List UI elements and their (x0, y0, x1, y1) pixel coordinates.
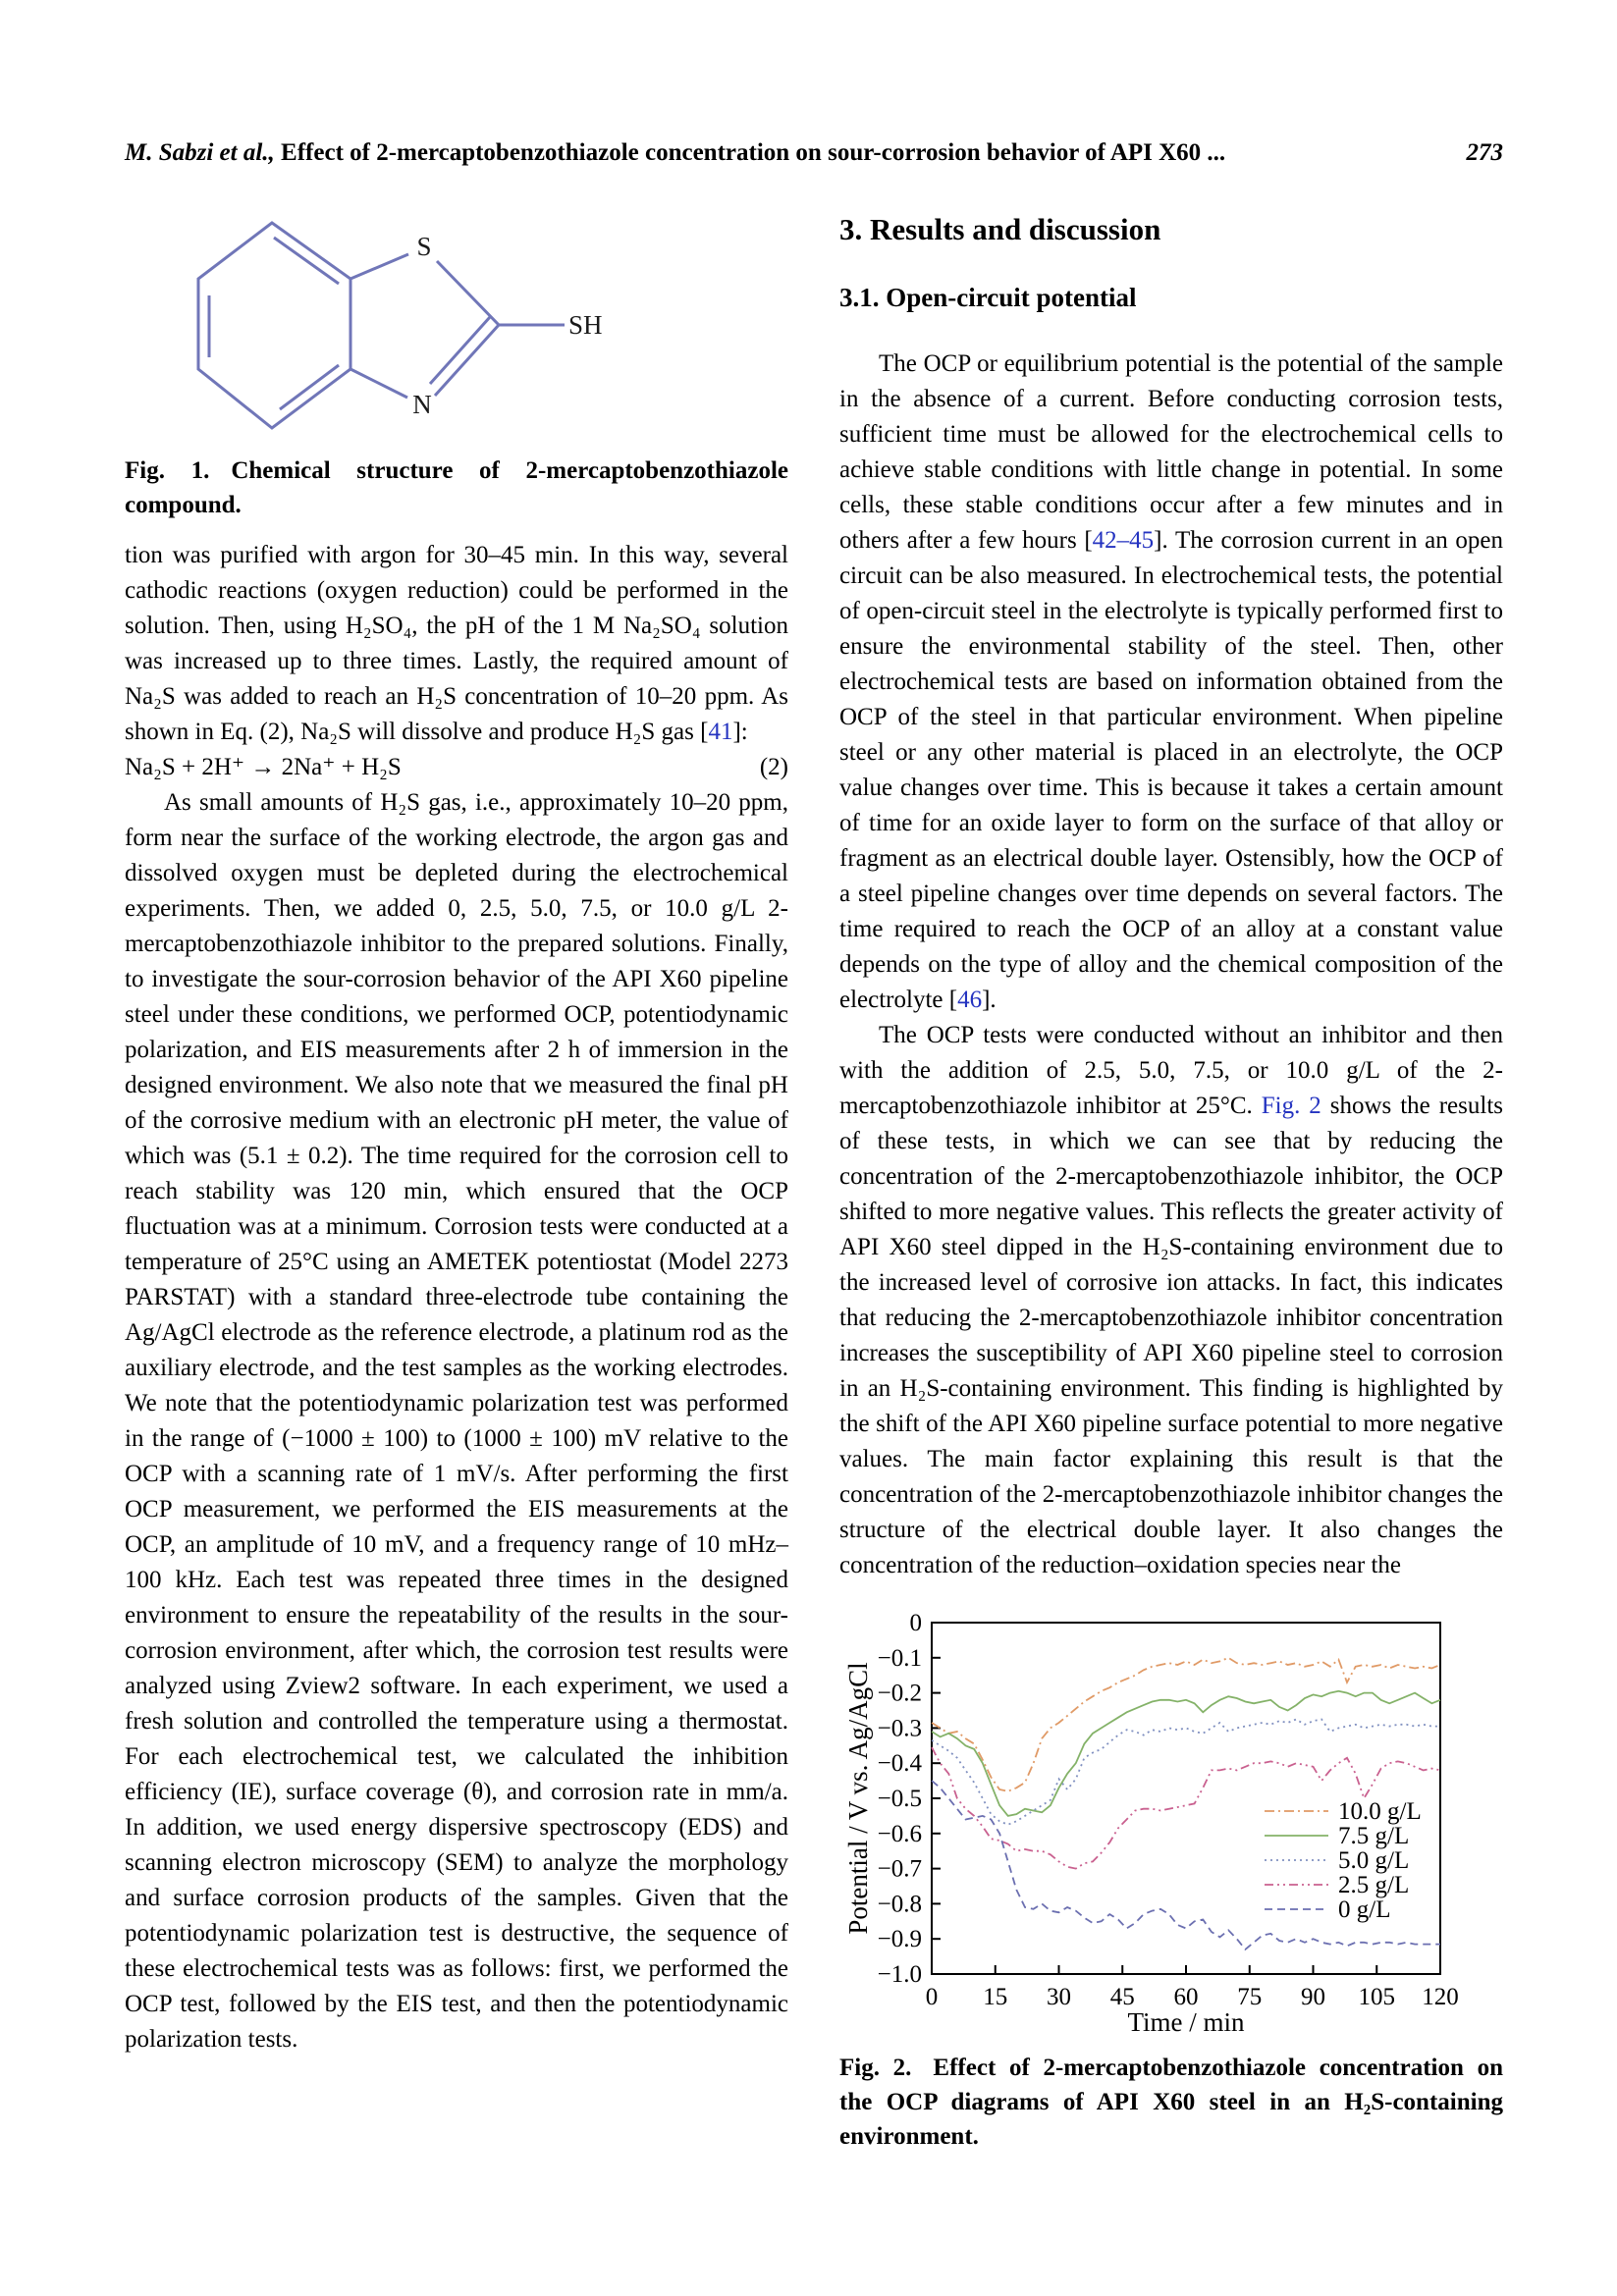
atom-label-n: N (412, 390, 432, 419)
x-axis-label: Time / min (1127, 2007, 1245, 2037)
x-tick-label: 60 (1173, 1984, 1199, 2010)
x-tick-label: 15 (983, 1984, 1008, 2010)
legend-label: 0 g/L (1338, 1896, 1391, 1923)
fig1-caption (125, 454, 788, 522)
legend-label: 5.0 g/L (1338, 1847, 1410, 1874)
fig2-caption-text: Effect of 2-mercaptobenzothiazole concentration on the OCP diagrams of API X60 steel in an H₂S-containing environment. (839, 2055, 1504, 2150)
fig2-caption (839, 2051, 1503, 2154)
citation-link[interactable]: 42–45 (1092, 527, 1155, 554)
citation-link[interactable]: Fig. 2 (1261, 1093, 1321, 1119)
header-authors: M. Sabzi et al., (125, 139, 275, 166)
equation-number: (2) (759, 754, 788, 780)
ocp-chart (839, 1609, 1503, 2043)
y-tick-label: −0.3 (877, 1715, 922, 1742)
y-tick-label: −0.9 (877, 1926, 922, 1953)
citation-link[interactable]: 46 (957, 987, 983, 1013)
subsection-heading: 3.1. Open-circuit potential (839, 283, 1137, 312)
left-paragraph-2: As small amounts of H₂S gas, i.e., approximately 10–20 ppm, form near the surface of the working electrode, the argon gas and dissolved oxygen must be depleted during the electrochemical experiments. Then, we added 0, 2.5, 5.0, 7.5, or 10.0 g/L 2-mercaptobenzothiazole inhibitor to the prepared solutions. Finally, to investigate the sour-corrosion behavior of the API X60 pipeline steel under these conditions, we performed OCP, potentiodynamic polarization, and EIS measurements after 2 h of immersion in the designed environment. We also note that we measured the final pH of the corrosive medium with an electronic pH meter, the value of which was (5.1 ± 0.2). The time required for the corrosion cell to reach stability was 120 min, which ensured that the OCP fluctuation was at a minimum. Corrosion tests were conducted at a temperature of 25°C using an AMETEK potentiostat (Model 2273 PARSTAT) with a standard three-electrode tube containing the Ag/AgCl electrode as the reference electrode, a platinum rod as the auxiliary electrode, and the test samples as the working electrodes. We note that the potentiodynamic polarization test was performed in the range of (−1000 ± 100) to (1000 ± 100) mV relative to the OCP with a scanning rate of 1 mV/s. After performing the first OCP measurement, we performed the EIS measurements at the OCP, an amplitude of 10 mV, and a frequency range of 10 mHz–100 kHz. Each test was repeated three times in the designed environment to ensure the repeatability of the results in the sour-corrosion environment, after which, the corrosion test results were analyzed using Zview2 software. In each experiment, we used a fresh solution and controlled the temperature using a thermostat. For each electrochemical test, we calculated the inhibition efficiency (IE), surface coverage (θ), and corrosion rate in mm/a. In addition, we used energy dispersive spectroscopy (EDS) and scanning electron microscopy (SEM) to analyze the morphology and surface corrosion products of the samples. Given that the potentiodynamic polarization test is destructive, the sequence of these electrochemical tests was as follows: first, we performed the OCP test, followed by the EIS test, and then the potentiodynamic polarization tests. (125, 789, 788, 2053)
series-line (932, 1691, 1440, 1816)
y-tick-label: −0.4 (877, 1750, 922, 1778)
right-paragraph-1: The OCP or equilibrium potential is the potential of the sample in the absence of a current. Before conducting corrosion tests, sufficient time must be allowed for the electrochemical cells to achieve stable conditions with little change in potential. In some cells, these stable conditions occur after a few minutes and in others after a few hours [42–45]. The corrosion current in an open circuit can be also measured. In electrochemical tests, the potential of open-circuit steel in the electrolyte is typically performed first to ensure the environmental stability of the steel. Then, other electrochemical tests are based on information obtained from the OCP of the steel in that particular environment. When pipeline steel or any other material is placed in an electrolyte, the OCP value changes over time. This is because it takes a certain amount of time for an oxide layer to form on the surface of that alloy or fragment as an electrical double layer. Ostensibly, how the OCP of a steel pipeline changes over time depends on several factors. The time required to reach the OCP of an alloy at a constant value depends on the type of alloy and the chemical composition of the electrolyte [46]. (839, 350, 1503, 1013)
section-heading: 3. Results and discussion (839, 212, 1161, 246)
y-tick-label: 0 (909, 1610, 922, 1636)
y-axis-label: Potential / V vs. Ag/AgCl (843, 1662, 873, 1935)
y-tick-label: −0.6 (877, 1820, 922, 1847)
left-column (125, 196, 788, 2057)
citation-link[interactable]: 41 (708, 719, 733, 745)
left-paragraph-1: tion was purified with argon for 30–45 min. In this way, several cathodic reactions (oxygen reduction) could be performed in the solution. Then, using H₂SO₄, the pH of the 1 M Na₂SO₄ solution was increased up to three times. Lastly, the required amount of Na₂S was added to reach an H₂S concentration of 10–20 ppm. As shown in Eq. (2), Na₂S will dissolve and produce H₂S gas [41]: (125, 542, 788, 745)
y-tick-label: −0.7 (877, 1855, 922, 1883)
fig1-caption-text: Chemical structure of 2-mercaptobenzothiazole compound. (125, 457, 788, 518)
legend-label: 10.0 g/L (1338, 1798, 1422, 1825)
x-tick-label: 45 (1109, 1984, 1135, 2010)
right-paragraph-2: The OCP tests were conducted without an inhibitor and then with the addition of 2.5, 5.0, 7.5, or 10.0 g/L of the 2-mercaptobenzothiazole inhibitor at 25°C. Fig. 2 shows the results of these tests, in which we can see that by reducing the concentration of the 2-mercaptobenzothiazole inhibitor, the OCP shifted to more negative values. This reflects the greater activity of API X60 steel dipped in the H₂S-containing environment due to the increased level of corrosive ion attacks. In fact, this indicates that reducing the 2-mercaptobenzothiazole inhibitor concentration increases the susceptibility of API X60 pipeline steel to corrosion in an H₂S-containing environment. This finding is highlighted by the shift of the API X60 pipeline surface potential to more negative values. The main factor explaining this result is that the concentration of the 2-mercaptobenzothiazole inhibitor changes the structure of the electrical double layer. It also changes the concentration of the reduction–oxidation species near the (839, 1022, 1503, 1578)
right-column (839, 208, 1503, 2154)
y-tick-label: −0.2 (877, 1680, 922, 1707)
y-tick-label: −0.8 (877, 1891, 922, 1918)
x-tick-label: 120 (1422, 1984, 1459, 2010)
series-line (932, 1658, 1440, 1791)
benzothiazole-skeleton (198, 223, 565, 428)
atom-label-s: S (416, 232, 432, 261)
x-tick-label: 0 (925, 1984, 939, 2010)
x-tick-label: 105 (1358, 1984, 1395, 2010)
running-header (125, 139, 1503, 167)
equation-body: Na₂S + 2H⁺ → 2Na⁺ + H₂S (125, 754, 402, 780)
running-header-text (125, 139, 1225, 167)
page-number: 273 (1466, 139, 1503, 166)
atom-label-sh: SH (568, 310, 603, 340)
y-tick-label: −1.0 (877, 1961, 922, 1988)
equation-2 (125, 750, 788, 785)
header-title: Effect of 2-mercaptobenzothiazole concentration on sour-corrosion behavior of API X60 ... (281, 139, 1226, 166)
x-tick-label: 30 (1047, 1984, 1071, 2010)
x-tick-label: 90 (1301, 1984, 1325, 2010)
x-tick-label: 75 (1237, 1984, 1263, 2010)
fig1-caption-label: Fig. 1. (125, 457, 210, 484)
y-tick-label: −0.5 (877, 1786, 922, 1812)
legend-label: 7.5 g/L (1338, 1823, 1410, 1849)
fig1-structure (125, 200, 788, 444)
y-tick-label: −0.1 (877, 1644, 922, 1672)
fig2-caption-label: Fig. 2. (839, 2055, 912, 2081)
legend-label: 2.5 g/L (1338, 1872, 1410, 1898)
